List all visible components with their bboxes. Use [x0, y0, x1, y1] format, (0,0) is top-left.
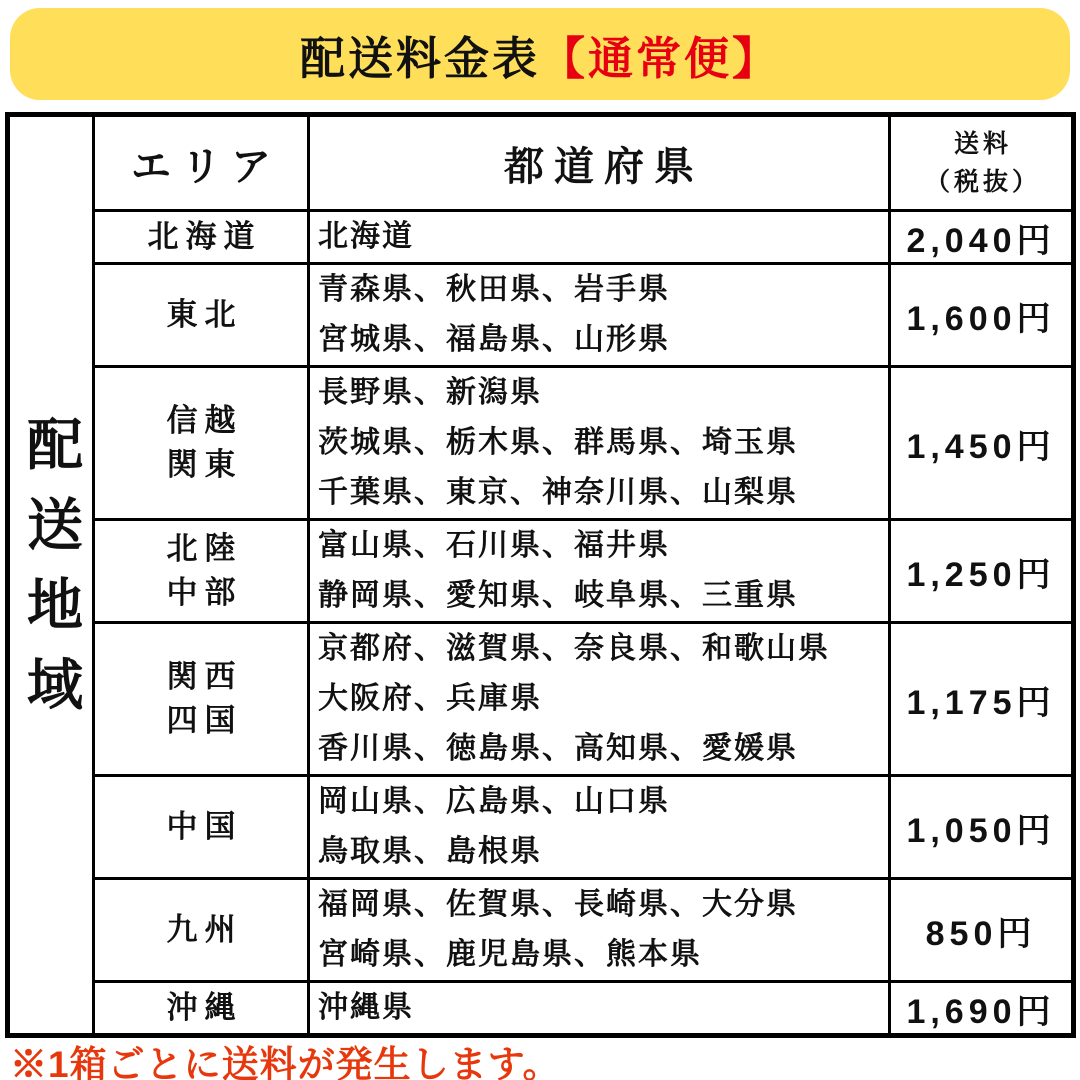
area-cell: [95, 983, 307, 1033]
header-prefectures: [310, 117, 888, 209]
fee-value: 850円: [925, 914, 1037, 953]
prefectures-cell: [310, 983, 888, 1033]
fee-value: 1,450円: [906, 427, 1056, 466]
area-label: 関西: [166, 659, 243, 694]
fee-value: 2,040円: [906, 221, 1056, 260]
fee-cell: [891, 777, 1071, 877]
fee-value: 1,175円: [906, 683, 1056, 722]
header-prefectures-label: 都道府県: [504, 144, 704, 189]
fee-value: 1,690円: [906, 992, 1056, 1031]
delivery-region-label: 配送地域: [20, 415, 83, 735]
prefectures-cell: [310, 521, 888, 621]
prefecture-line: 宮崎県、鹿児島県、熊本県: [318, 938, 702, 971]
area-cell: [95, 777, 307, 877]
prefecture-line: 青森県、秋田県、岩手県: [318, 273, 670, 306]
page-title-main: 配送料金表: [299, 32, 540, 84]
header-area-label: エリア: [131, 144, 281, 189]
footnote: ※1箱ごとに送料が発生します。: [10, 1044, 561, 1080]
header-fee-line1: 送料: [953, 130, 1012, 158]
page-title: [300, 22, 780, 87]
area-label: 東北: [166, 297, 243, 332]
page-title-highlight: 【通常便】: [540, 32, 781, 84]
area-label: 九州: [166, 912, 243, 947]
area-label: 四国: [166, 703, 243, 738]
fee-cell: [891, 624, 1071, 774]
prefecture-line: 沖縄県: [318, 991, 414, 1024]
fee-value: 1,250円: [906, 555, 1056, 594]
prefecture-line: 長野県、新潟県: [318, 376, 542, 409]
fee-cell: [891, 983, 1071, 1033]
prefecture-line: 大阪府、兵庫県: [318, 682, 542, 715]
header-fee: [891, 117, 1071, 209]
prefecture-line: 香川県、徳島県、高知県、愛媛県: [318, 732, 798, 765]
fee-cell: [891, 265, 1071, 365]
prefecture-line: 北海道: [318, 220, 414, 253]
prefectures-cell: [310, 880, 888, 980]
area-cell: [95, 624, 307, 774]
fee-value: 1,050円: [906, 811, 1056, 850]
header-area: [95, 117, 307, 209]
area-cell: [95, 880, 307, 980]
fee-cell: [891, 212, 1071, 262]
area-label: 信越: [166, 403, 243, 438]
delivery-region-side-cell: [10, 117, 92, 1033]
prefecture-line: 鳥取県、島根県: [318, 835, 542, 868]
area-cell: [95, 521, 307, 621]
prefecture-line: 富山県、石川県、福井県: [318, 529, 670, 562]
prefectures-cell: [310, 368, 888, 518]
prefectures-cell: [310, 212, 888, 262]
header-fee-line2: （税抜）: [924, 168, 1041, 196]
area-label: 関東: [166, 447, 243, 482]
fee-cell: [891, 368, 1071, 518]
prefectures-cell: [310, 265, 888, 365]
prefecture-line: 千葉県、東京、神奈川県、山梨県: [318, 476, 798, 509]
area-cell: [95, 212, 307, 262]
prefecture-line: 岡山県、広島県、山口県: [318, 785, 670, 818]
area-label: 中国: [166, 809, 243, 844]
area-cell: [95, 368, 307, 518]
prefecture-line: 京都府、滋賀県、奈良県、和歌山県: [318, 632, 830, 665]
fee-cell: [891, 880, 1071, 980]
area-label: 北陸: [166, 531, 243, 566]
fee-table: [5, 112, 1076, 1038]
prefectures-cell: [310, 777, 888, 877]
area-label: 中部: [166, 575, 243, 610]
title-banner: [10, 8, 1070, 100]
area-label: 北海道: [147, 219, 262, 254]
prefecture-line: 静岡県、愛知県、岐阜県、三重県: [318, 579, 798, 612]
area-label: 沖縄: [166, 990, 243, 1025]
fee-value: 1,600円: [906, 299, 1056, 338]
area-cell: [95, 265, 307, 365]
prefectures-cell: [310, 624, 888, 774]
prefecture-line: 宮城県、福島県、山形県: [318, 323, 670, 356]
fee-cell: [891, 521, 1071, 621]
prefecture-line: 茨城県、栃木県、群馬県、埼玉県: [318, 426, 798, 459]
prefecture-line: 福岡県、佐賀県、長崎県、大分県: [318, 888, 798, 921]
